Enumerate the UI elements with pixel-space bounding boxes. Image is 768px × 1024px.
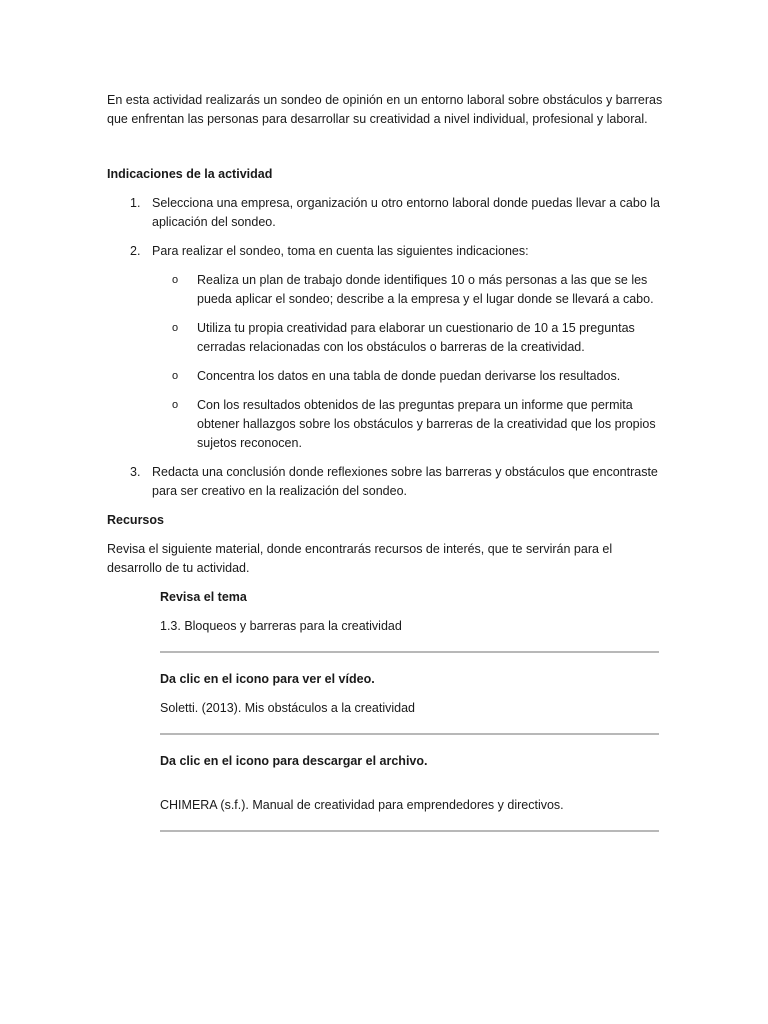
resource-label: Da clic en el icono para descargar el archivo.	[160, 754, 428, 768]
sub-item	[152, 396, 667, 453]
resource-link[interactable]: CHIMERA (s.f.). Manual de creatividad para emprendedores y directivos.	[160, 798, 564, 812]
spacer	[160, 781, 659, 796]
sub-list	[152, 271, 667, 453]
bullet-icon: o	[172, 370, 179, 382]
document-page	[107, 91, 667, 849]
sub-item	[152, 367, 667, 386]
bullet-icon: o	[172, 399, 179, 411]
intro-paragraph: En esta actividad realizarás un sondeo de opinión en un entorno laboral sobre obstáculos y barreras que enfrentan las personas para desarrollar su creatividad a nivel individual, profesional y laboral.	[107, 93, 663, 126]
sub-item-text: Realiza un plan de trabajo donde identifiques 10 o más personas a las que se les pueda aplicar el sondeo; describe a la empresa y el lugar donde se llevará a cabo.	[197, 273, 654, 306]
step-number: 1.	[130, 196, 141, 210]
bullet-icon: o	[172, 322, 179, 334]
divider	[160, 830, 659, 832]
step-text: Selecciona una empresa, organización u otro entorno laboral donde puedas llevar a cabo la aplicación del sondeo.	[152, 196, 660, 229]
indicaciones-heading: Indicaciones de la actividad	[107, 167, 273, 181]
divider	[160, 733, 659, 735]
steps-list	[107, 194, 667, 501]
step-item	[107, 194, 667, 232]
sub-item-text: Con los resultados obtenidos de las preguntas prepara un informe que permita obtener hallazgos sobre los obstáculos y barreras de la creatividad que los propios sujetos reconocen.	[197, 398, 656, 450]
resource-label: Revisa el tema	[160, 590, 247, 604]
resource-block	[160, 588, 659, 832]
resource-link[interactable]: Soletti. (2013). Mis obstáculos a la creatividad	[160, 701, 415, 715]
sub-item	[152, 319, 667, 357]
sub-item-text: Concentra los datos en una tabla de donde puedan derivarse los resultados.	[197, 369, 621, 383]
bullet-icon: o	[172, 274, 179, 286]
recursos-intro: Revisa el siguiente material, donde encontrarás recursos de interés, que te servirán para el desarrollo de tu actividad.	[107, 542, 613, 575]
step-number: 2.	[130, 244, 141, 258]
sub-item	[152, 271, 667, 309]
step-text: Redacta una conclusión donde reflexiones sobre las barreras y obstáculos que encontraste para ser creativo en la realización del sondeo.	[152, 465, 658, 498]
step-text: Para realizar el sondeo, toma en cuenta las siguientes indicaciones:	[152, 244, 529, 258]
resource-link[interactable]: 1.3. Bloqueos y barreras para la creatividad	[160, 619, 402, 633]
step-item	[107, 463, 667, 501]
sub-item-text: Utiliza tu propia creatividad para elaborar un cuestionario de 10 a 15 preguntas cerradas relacionadas con los obstáculos o barreras de la creatividad.	[197, 321, 635, 354]
step-number: 3.	[130, 465, 141, 479]
step-item	[107, 242, 667, 453]
recursos-heading: Recursos	[107, 513, 164, 527]
divider	[160, 651, 659, 653]
resource-label: Da clic en el icono para ver el vídeo.	[160, 672, 375, 686]
